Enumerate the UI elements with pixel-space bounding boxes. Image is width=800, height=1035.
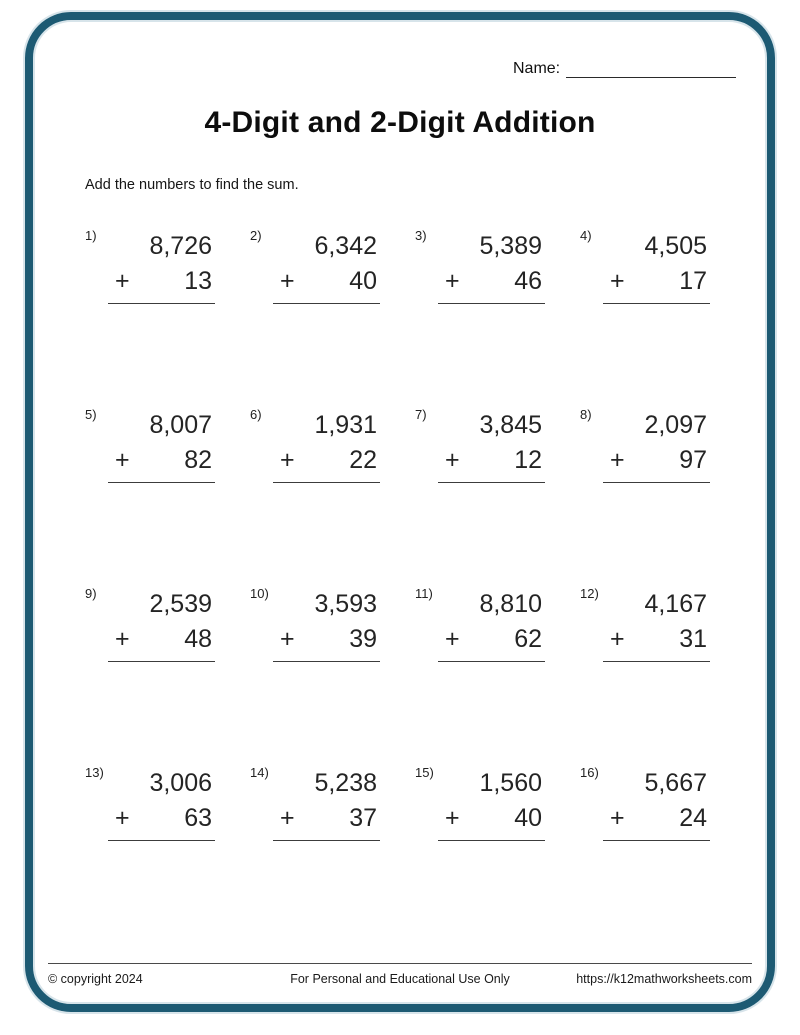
answer-line xyxy=(438,622,545,662)
addend-top: 3,593 xyxy=(314,590,377,618)
problem-number: 6) xyxy=(250,407,262,422)
problem-work xyxy=(603,405,710,483)
problem-number: 7) xyxy=(415,407,427,422)
answer-line xyxy=(273,801,380,841)
plus-operator: + xyxy=(445,625,460,653)
addend-bottom: 46 xyxy=(514,267,542,295)
problem-work xyxy=(603,584,710,662)
answer-line xyxy=(603,622,710,662)
problem-number: 12) xyxy=(580,586,599,601)
name-blank-line xyxy=(566,60,736,78)
answer-line xyxy=(108,443,215,483)
addition-problem-2 xyxy=(250,226,415,405)
plus-operator: + xyxy=(610,625,625,653)
plus-operator: + xyxy=(280,446,295,474)
addition-problem-9 xyxy=(85,584,250,763)
plus-operator: + xyxy=(115,625,130,653)
plus-operator: + xyxy=(610,446,625,474)
worksheet-title: 4-Digit and 2-Digit Addition xyxy=(204,106,596,139)
addend-bottom: 37 xyxy=(349,804,377,832)
answer-line xyxy=(273,264,380,304)
problem-work xyxy=(273,405,380,483)
name-label: Name: xyxy=(513,60,561,77)
problem-number: 1) xyxy=(85,228,97,243)
addition-problem-4 xyxy=(580,226,745,405)
addition-problem-12 xyxy=(580,584,745,763)
problem-number: 14) xyxy=(250,765,269,780)
problem-number: 16) xyxy=(580,765,599,780)
problem-work xyxy=(603,763,710,841)
addend-top: 4,167 xyxy=(644,590,707,618)
answer-line xyxy=(108,801,215,841)
problem-work xyxy=(108,405,215,483)
answer-line xyxy=(603,264,710,304)
problem-work xyxy=(273,584,380,662)
addend-top: 2,097 xyxy=(644,411,707,439)
addend-bottom: 82 xyxy=(184,446,212,474)
answer-line xyxy=(273,443,380,483)
problem-number: 3) xyxy=(415,228,427,243)
problem-work xyxy=(438,226,545,304)
plus-operator: + xyxy=(280,267,295,295)
problem-number: 13) xyxy=(85,765,104,780)
problem-work xyxy=(438,584,545,662)
addend-bottom: 63 xyxy=(184,804,212,832)
addition-problem-5 xyxy=(85,405,250,584)
addition-problem-3 xyxy=(415,226,580,405)
addend-top: 5,238 xyxy=(314,769,377,797)
addend-top: 4,505 xyxy=(644,232,707,260)
addend-bottom: 22 xyxy=(349,446,377,474)
problem-number: 4) xyxy=(580,228,592,243)
addition-problem-16 xyxy=(580,763,745,942)
plus-operator: + xyxy=(115,446,130,474)
plus-operator: + xyxy=(445,446,460,474)
problem-number: 8) xyxy=(580,407,592,422)
problem-number: 5) xyxy=(85,407,97,422)
problem-number: 15) xyxy=(415,765,434,780)
answer-line xyxy=(438,264,545,304)
problem-work xyxy=(108,226,215,304)
addition-problem-11 xyxy=(415,584,580,763)
addend-top: 3,006 xyxy=(149,769,212,797)
problem-work xyxy=(108,763,215,841)
answer-line xyxy=(438,801,545,841)
addition-problem-7 xyxy=(415,405,580,584)
footer-usage-note: For Personal and Educational Use Only xyxy=(290,972,510,986)
plus-operator: + xyxy=(280,625,295,653)
addend-bottom: 31 xyxy=(679,625,707,653)
answer-line xyxy=(438,443,545,483)
addend-top: 5,389 xyxy=(479,232,542,260)
addend-top: 6,342 xyxy=(314,232,377,260)
plus-operator: + xyxy=(445,267,460,295)
addend-bottom: 24 xyxy=(679,804,707,832)
addend-bottom: 12 xyxy=(514,446,542,474)
addend-top: 8,007 xyxy=(149,411,212,439)
problem-work xyxy=(603,226,710,304)
addend-top: 8,726 xyxy=(149,232,212,260)
addend-bottom: 13 xyxy=(184,267,212,295)
plus-operator: + xyxy=(115,804,130,832)
plus-operator: + xyxy=(610,267,625,295)
problem-work xyxy=(108,584,215,662)
problem-number: 10) xyxy=(250,586,269,601)
addition-problem-15 xyxy=(415,763,580,942)
addend-top: 5,667 xyxy=(644,769,707,797)
answer-line xyxy=(603,801,710,841)
answer-line xyxy=(108,264,215,304)
problem-work xyxy=(273,763,380,841)
addend-top: 2,539 xyxy=(149,590,212,618)
problem-work xyxy=(438,405,545,483)
answer-line xyxy=(273,622,380,662)
plus-operator: + xyxy=(445,804,460,832)
addend-bottom: 40 xyxy=(514,804,542,832)
addition-problem-10 xyxy=(250,584,415,763)
addend-bottom: 39 xyxy=(349,625,377,653)
footer-copyright: © copyright 2024 xyxy=(48,972,143,986)
addend-top: 1,560 xyxy=(479,769,542,797)
addition-problem-8 xyxy=(580,405,745,584)
addend-bottom: 17 xyxy=(679,267,707,295)
problem-work xyxy=(438,763,545,841)
name-field-row xyxy=(513,60,736,78)
addend-bottom: 48 xyxy=(184,625,212,653)
problem-work xyxy=(273,226,380,304)
footer-website-url: https://k12mathworksheets.com xyxy=(576,972,753,986)
problem-number: 11) xyxy=(415,586,433,601)
footer xyxy=(48,972,752,986)
footer-divider xyxy=(48,963,752,964)
addend-bottom: 40 xyxy=(349,267,377,295)
addition-problem-13 xyxy=(85,763,250,942)
plus-operator: + xyxy=(115,267,130,295)
addend-top: 3,845 xyxy=(479,411,542,439)
plus-operator: + xyxy=(280,804,295,832)
addend-top: 1,931 xyxy=(314,411,377,439)
instruction-text: Add the numbers to find the sum. xyxy=(85,177,299,193)
answer-line xyxy=(603,443,710,483)
addition-problem-1 xyxy=(85,226,250,405)
problem-number: 9) xyxy=(85,586,97,601)
addition-problem-6 xyxy=(250,405,415,584)
plus-operator: + xyxy=(610,804,625,832)
answer-line xyxy=(108,622,215,662)
addend-bottom: 97 xyxy=(679,446,707,474)
addend-bottom: 62 xyxy=(514,625,542,653)
addition-problem-14 xyxy=(250,763,415,942)
addend-top: 8,810 xyxy=(479,590,542,618)
problem-number: 2) xyxy=(250,228,262,243)
problems-grid xyxy=(85,226,745,942)
